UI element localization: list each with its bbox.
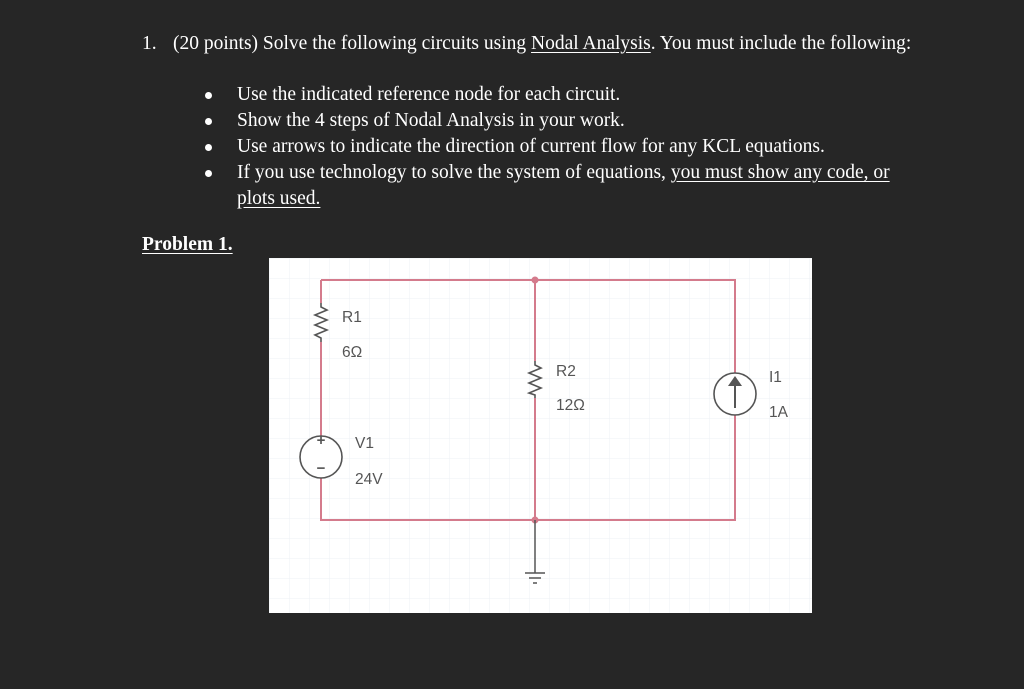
- r1-value-label: 6Ω: [342, 344, 363, 361]
- question-text-after: . You must include the following:: [650, 33, 912, 54]
- i1-value-label: 1A: [769, 404, 788, 421]
- requirements-list: [202, 82, 922, 212]
- requirement-item: Show the 4 steps of Nodal Analysis in your work.: [202, 108, 922, 134]
- v1-minus-sign: −: [316, 460, 326, 477]
- problem-heading: Problem 1.: [142, 234, 233, 255]
- i1-current-source-icon: [714, 373, 756, 415]
- question-number: 1.: [142, 33, 157, 54]
- requirement-underlined-text: you must show any code, or plots used.: [237, 162, 890, 209]
- requirement-item: Use the indicated reference node for each circuit.: [202, 82, 922, 108]
- requirement-item: [202, 160, 922, 212]
- question-text-before: Solve the following circuits using: [258, 33, 532, 54]
- nodal-analysis-link: Nodal Analysis: [531, 33, 651, 54]
- r2-name-label: R2: [556, 363, 576, 380]
- r2-value-label: 12Ω: [556, 397, 585, 414]
- v1-plus-sign: +: [316, 432, 326, 449]
- top-node: [532, 277, 539, 284]
- requirement-item: Use arrows to indicate the direction of current flow for any KCL equations.: [202, 134, 922, 160]
- v1-value-label: 24V: [355, 471, 383, 488]
- circuit-diagram: [269, 258, 812, 613]
- requirement-text: If you use technology to solve the system of equations,: [237, 162, 671, 183]
- v1-name-label: V1: [355, 435, 374, 452]
- i1-name-label: I1: [769, 369, 782, 386]
- question-prompt: [173, 32, 933, 56]
- r1-name-label: R1: [342, 309, 362, 326]
- question-points: (20 points): [173, 33, 259, 54]
